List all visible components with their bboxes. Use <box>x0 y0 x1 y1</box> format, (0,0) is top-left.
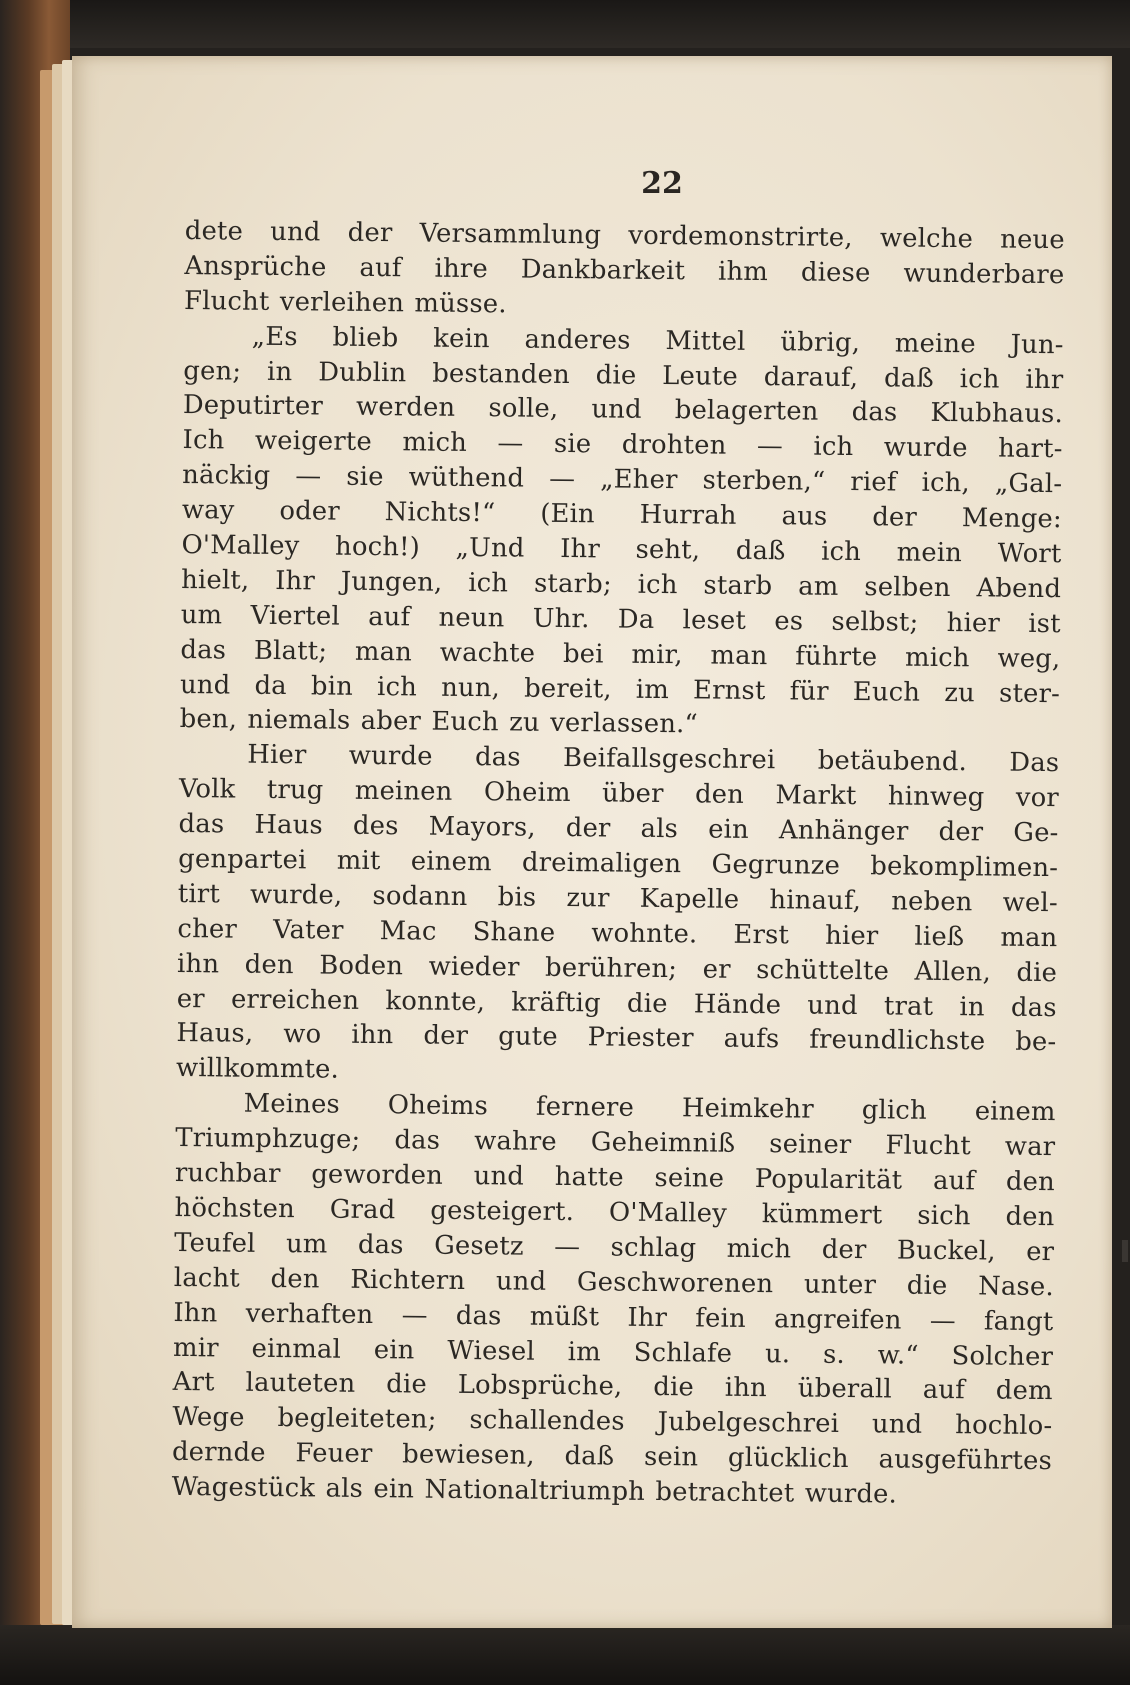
text-line: Volk trug meinen Oheim über den Markt hinweg vor <box>178 774 1060 814</box>
text-line: Art lauteten die Lobsprüche, die ihn überall auf dem <box>172 1367 1053 1407</box>
text-line: gen; in Dublin bestanden die Leute darauf, daß ich ihr <box>183 355 1064 395</box>
text-line: ruchbar geworden und hatte seine Popularität auf den <box>174 1157 1056 1198</box>
book-cover-top-edge <box>0 0 1130 48</box>
text-line: dete und der Versammlung vordemonstrirte, welche neue <box>184 215 1065 256</box>
text-line: dernde Feuer bewiesen, daß sein glücklich ausgeführtes <box>171 1437 1053 1477</box>
spine-mark <box>1122 1240 1128 1262</box>
text-line: lacht den Richtern und Geschworenen unter die Nase. <box>173 1262 1054 1302</box>
text-line: das Blatt; man wachte bei mir, man führte mich weg, <box>180 634 1061 674</box>
text-line: und da bin ich nun, bereit, im Ernst für Euch zu ster- <box>179 669 1061 709</box>
text-line: Wege begleiteten; schallendes Jubelgeschrei und hochlo- <box>172 1402 1053 1442</box>
text-line: mir einmal ein Wiesel im Schlafe u. s. w.“ Solcher <box>172 1332 1054 1372</box>
text-line: Ansprüche auf ihre Dankbarkeit ihm diese wunderbare <box>184 250 1065 291</box>
text-line: um Viertel auf neun Uhr. Da leset es selbst; hier ist <box>180 599 1061 639</box>
text-line: Meines Oheims fernere Heimkehr glich einem <box>243 1088 1056 1128</box>
text-line: Ich weigerte mich — sie drohten — ich wurde hart- <box>182 425 1063 465</box>
text-line: er erreichen konnte, kräftig die Hände und trat in das <box>176 983 1057 1023</box>
text-line: genpartei mit einem dreimaligen Gegrunze bekomplimen- <box>178 843 1059 884</box>
text-line: höchsten Grad gesteigert. O'Malley kümmert sich den <box>174 1192 1055 1233</box>
text-line: O'Malley hoch!) „Und Ihr seht, daß ich mein Wort <box>181 529 1062 570</box>
text-line: willkommte. <box>175 1053 340 1086</box>
text-line: Flucht verleihen müsse. <box>183 285 507 320</box>
text-line: ben, niemals aber Euch zu verlassen.“ <box>179 704 699 740</box>
text-line: Deputirter werden solle, und belagerten das Klubhaus. <box>182 390 1064 430</box>
text-line: Haus, wo ihn der gute Priester aufs freundlichste be- <box>176 1018 1057 1058</box>
page-text-block <box>171 214 1064 1514</box>
text-line: Teufel um das Gesetz — schlag mich der Buckel, er <box>174 1227 1055 1267</box>
text-line: Triumphzuge; das wahre Geheimniß seiner Flucht war <box>175 1123 1056 1163</box>
text-line: tirt wurde, sodann bis zur Kapelle hinauf, neben wel- <box>177 878 1058 919</box>
text-line: Wagestück als ein Nationaltriumph betrachtet wurde. <box>171 1471 898 1510</box>
text-line: cher Vater Mac Shane wohnte. Erst hier ließ man <box>177 913 1058 953</box>
book-cover-bottom-edge <box>0 1625 1130 1685</box>
text-line: ihn den Boden wieder berühren; er schüttelte Allen, die <box>176 948 1058 988</box>
text-line: Ihn verhaften — das müßt Ihr fein angreifen — fangt <box>173 1297 1054 1337</box>
page-number: 22 <box>641 166 683 201</box>
text-line: näckig — sie wüthend — „Eher sterben,“ rief ich, „Gal- <box>182 460 1063 500</box>
text-line: way oder Nichts!“ (Ein Hurrah aus der Menge: <box>181 495 1063 535</box>
text-line: das Haus des Mayors, der als ein Anhänger der Ge- <box>178 809 1059 849</box>
text-line: hielt, Ihr Jungen, ich starb; ich starb am selben Abend <box>181 564 1062 605</box>
text-line: „Es blieb kein anderes Mittel übrig, meine Jun- <box>251 321 1064 360</box>
text-line: Hier wurde das Beifallsgeschrei betäubend. Das <box>247 740 1060 779</box>
